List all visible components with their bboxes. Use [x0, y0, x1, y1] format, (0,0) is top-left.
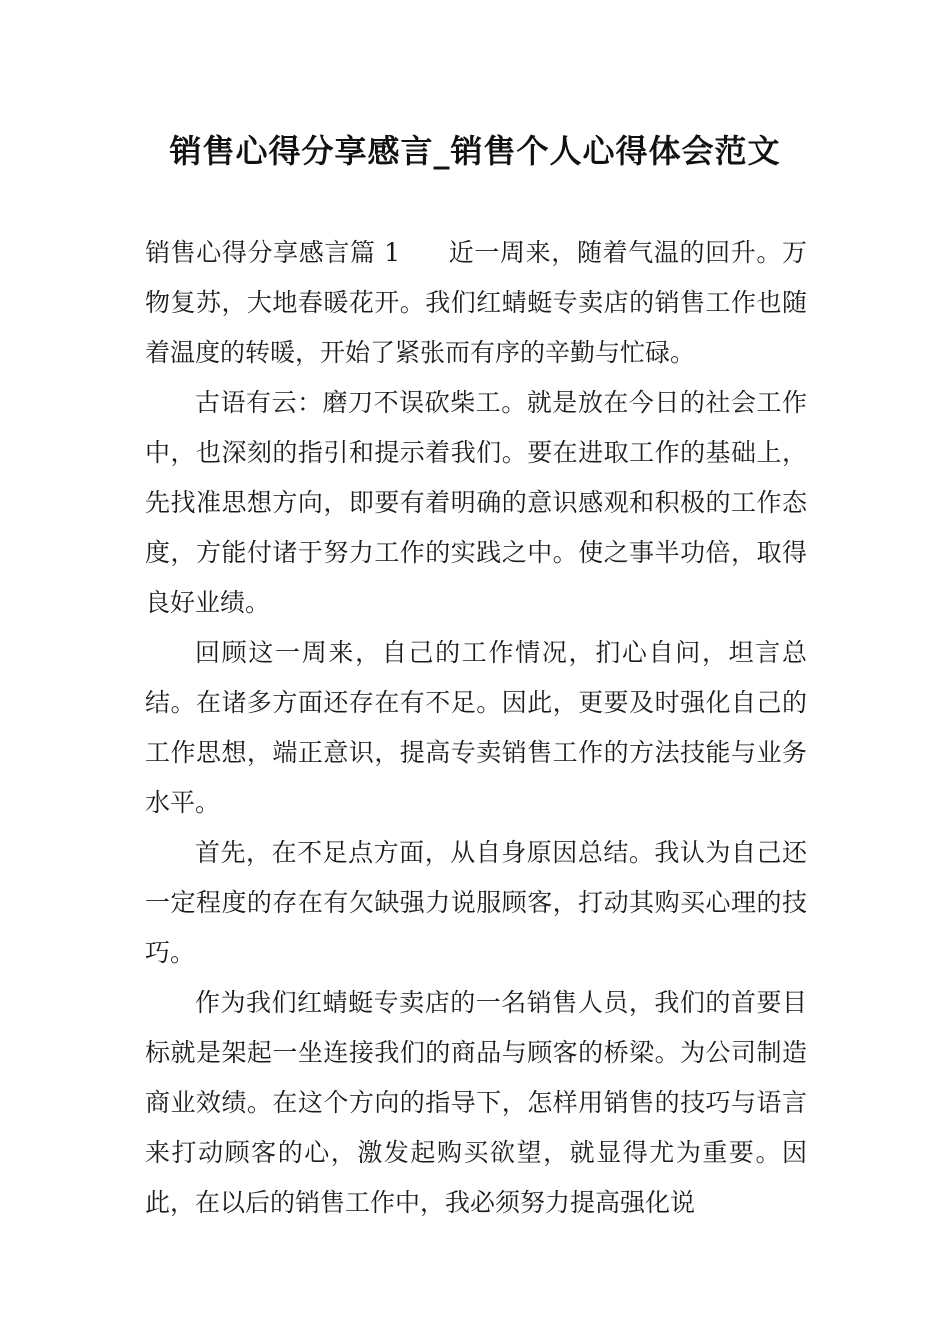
paragraph-1	[145, 228, 807, 378]
paragraph-1-text: 近一周来，随着气温的回升。万物复苏，大地春暖花开。我们红蜻蜓专卖店的销售工作也随着温度的转暖，开始了紧张而有序的辛勤与忙碌。	[145, 238, 807, 367]
paragraph-4: 首先，在不足点方面，从自身原因总结。我认为自己还一定程度的存在有欠缺强力说服顾客，打动其购买心理的技巧。	[145, 838, 807, 967]
paragraph-2: 古语有云：磨刀不误砍柴工。就是放在今日的社会工作中，也深刻的指引和提示着我们。要在进取工作的基础上，先找准思想方向，即要有着明确的意识感观和积极的工作态度，方能付诸于努力工作的实践之中。使之事半功倍，取得良好业绩。	[145, 388, 807, 617]
paragraph-3: 回顾这一周来，自己的工作情况，扪心自问，坦言总结。在诸多方面还存在有不足。因此，更要及时强化自己的工作思想，端正意识，提高专卖销售工作的方法技能与业务水平。	[145, 638, 807, 817]
document-title: 销售心得分享感言_销售个人心得体会范文	[169, 132, 781, 170]
paragraph-5: 作为我们红蜻蜓专卖店的一名销售人员，我们的首要目标就是架起一坐连接我们的商品与顾客的桥梁。为公司制造商业效绩。在这个方向的指导下，怎样用销售的技巧与语言来打动顾客的心，激发起购买欲望，就显得尤为重要。因此，在以后的销售工作中，我必须努力提高强化说	[145, 988, 807, 1217]
document-body	[145, 228, 807, 1228]
section-label: 销售心得分享感言篇 1	[145, 238, 401, 267]
